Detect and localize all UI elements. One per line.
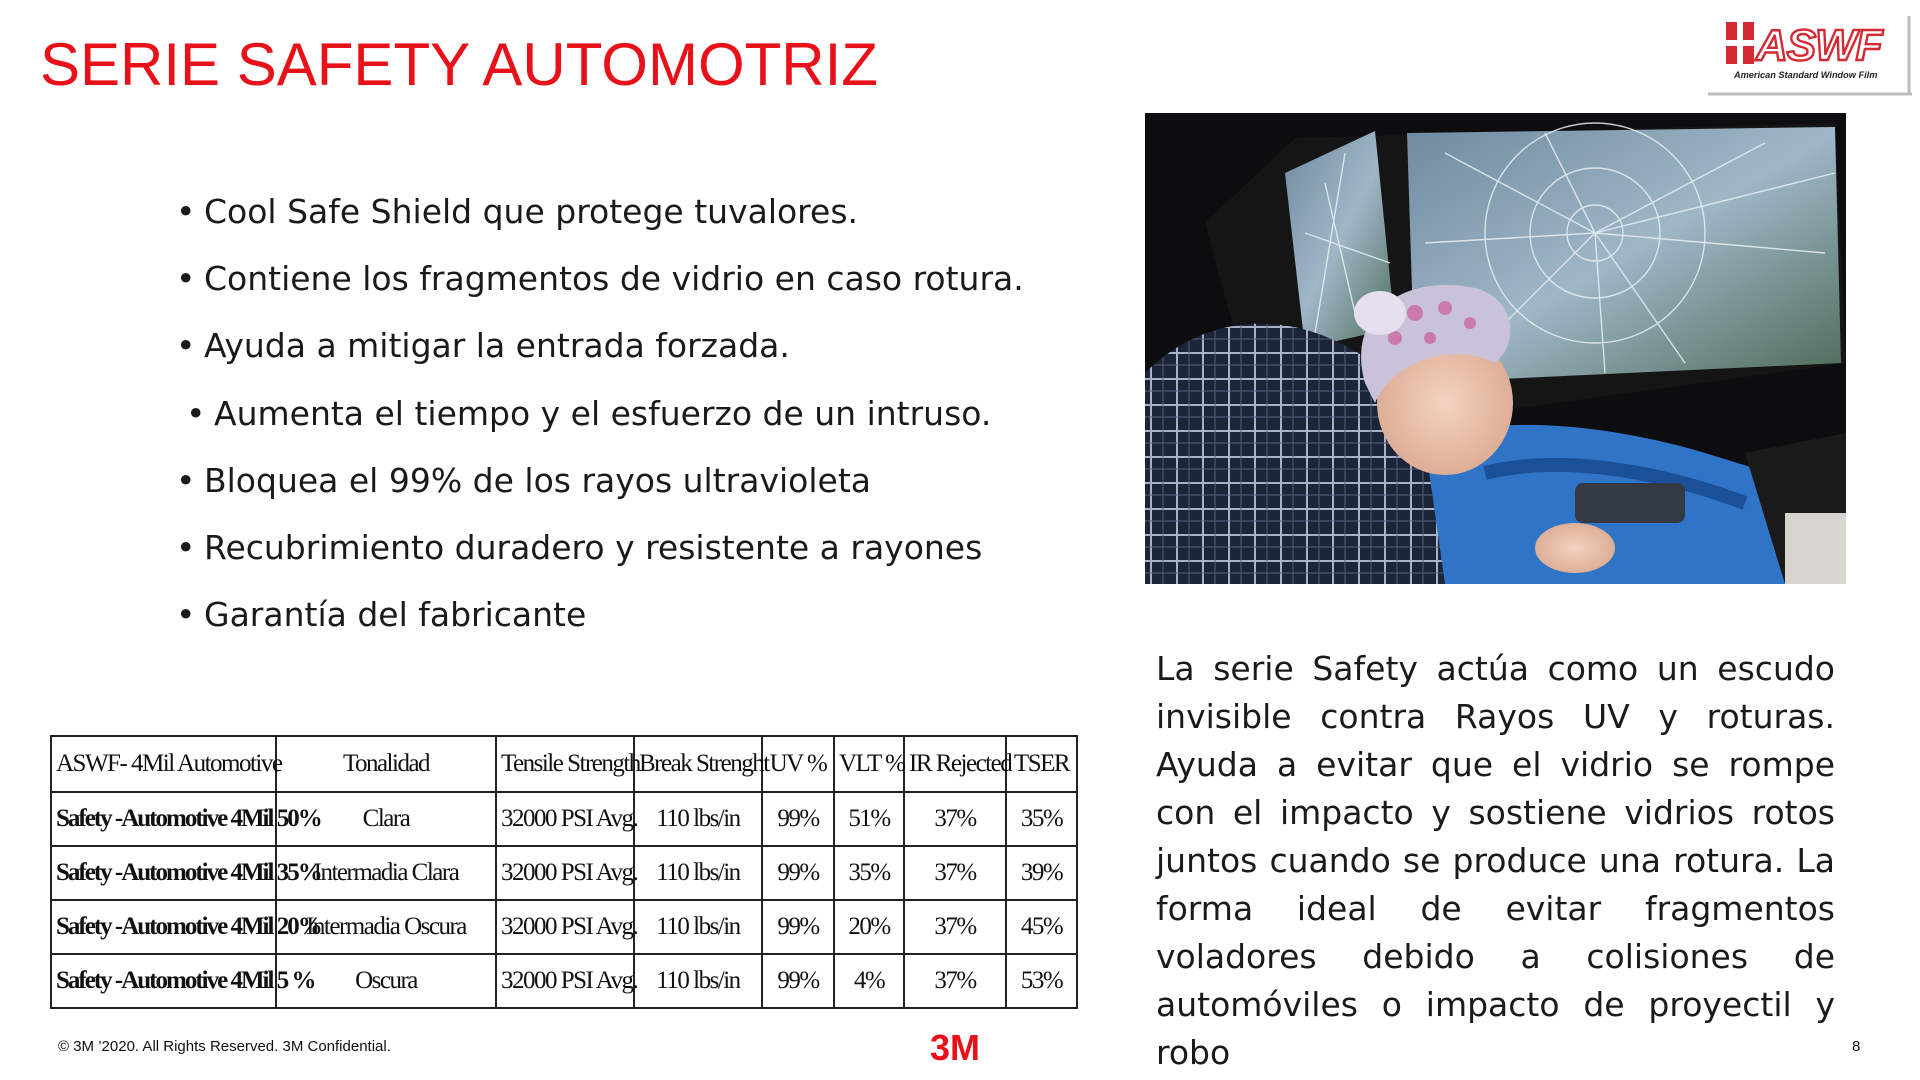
- table-header-cell: Tonalidad: [276, 736, 496, 792]
- table-cell: 35%: [834, 846, 904, 900]
- table-row: [51, 954, 1077, 1008]
- table-row: [51, 846, 1077, 900]
- table-cell: Safety -Automotive 4Mil 35%: [51, 846, 276, 900]
- bullet-item: • Recubrimiento duradero y resistente a rayones: [176, 527, 983, 567]
- table-cell: 39%: [1006, 846, 1077, 900]
- table-cell: 37%: [904, 900, 1006, 954]
- table-cell: 110 lbs/in: [634, 792, 762, 846]
- table-cell: 37%: [904, 846, 1006, 900]
- table-cell: 110 lbs/in: [634, 900, 762, 954]
- table-cell: 32000 PSI Avg.: [496, 792, 634, 846]
- spec-table: [50, 735, 1078, 1009]
- bullet-item: • Cool Safe Shield que protege tuvalores.: [176, 192, 859, 231]
- red-cross-shield-icon: [1726, 22, 1754, 64]
- bullet-item: • Bloquea el 99% de los rayos ultravioleta: [176, 460, 871, 500]
- table-cell: 45%: [1006, 900, 1077, 954]
- table-cell: Safety -Automotive 4Mil 50%: [51, 792, 276, 846]
- table-row: [51, 900, 1077, 954]
- table-cell: Oscura: [276, 954, 496, 1008]
- table-cell: 20%: [834, 900, 904, 954]
- table-header-cell: TSER: [1006, 736, 1077, 792]
- table-cell: Intermadia Oscura: [276, 900, 496, 954]
- table-header-cell: Break Strenght: [634, 736, 762, 792]
- aswf-logo: [1708, 16, 1912, 96]
- table-cell: 51%: [834, 792, 904, 846]
- table-cell: 35%: [1006, 792, 1077, 846]
- table-header-cell: IR Rejected: [904, 736, 1006, 792]
- 3m-logo: [930, 1027, 988, 1068]
- table-cell: 99%: [762, 900, 834, 954]
- table-cell: 110 lbs/in: [634, 846, 762, 900]
- table-cell: 110 lbs/in: [634, 954, 762, 1008]
- table-row: [51, 792, 1077, 846]
- table-cell: 4%: [834, 954, 904, 1008]
- table-cell: 37%: [904, 792, 1006, 846]
- logo-brand: ASWF: [1756, 21, 1882, 70]
- slide-title: SERIE SAFETY AUTOMOTRIZ: [40, 31, 878, 98]
- table-cell: 53%: [1006, 954, 1077, 1008]
- baby-car-seat-broken-window-photo: [1145, 113, 1846, 584]
- table-cell: Safety -Automotive 4Mil 5 %: [51, 954, 276, 1008]
- table-cell: Safety -Automotive 4Mil 20%: [51, 900, 276, 954]
- 3m-logo-text: 3M: [930, 1027, 981, 1068]
- table-cell: 37%: [904, 954, 1006, 1008]
- table-header-cell: UV %: [762, 736, 834, 792]
- table-cell: 99%: [762, 846, 834, 900]
- page-number: 8: [1852, 1038, 1861, 1055]
- table-cell: 99%: [762, 792, 834, 846]
- table-header-cell: Tensile Strength: [496, 736, 634, 792]
- table-cell: Clara: [276, 792, 496, 846]
- series-description: La serie Safety actúa como un escudo invisible contra Rayos UV y roturas. Ayuda a evitar que el vidrio se rompe con el impacto y sostiene vidrios rotos juntos cuando se produce una rotura. La forma ideal de evitar fragmentos voladores debido a colisiones de automóviles o impacto de proyectil y robo: [1156, 649, 1835, 1072]
- footer-copyright: © 3M ’2020. All Rights Reserved. 3M Confidential.: [58, 1038, 391, 1055]
- bullet-item: • Aumenta el tiempo y el esfuerzo de un intruso.: [186, 393, 992, 433]
- logo-tagline: American Standard Window Film: [1734, 70, 1878, 80]
- bullet-item: • Garantía del fabricante: [176, 595, 587, 635]
- bullet-item: • Contiene los fragmentos de vidrio en caso rotura.: [176, 259, 1024, 299]
- table-cell: 99%: [762, 954, 834, 1008]
- table-header-row: [51, 736, 1077, 792]
- bullet-item: • Ayuda a mitigar la entrada forzada.: [176, 326, 790, 366]
- table-cell: 32000 PSI Avg.: [496, 900, 634, 954]
- table-header-cell: VLT %: [834, 736, 904, 792]
- feature-bullets: [176, 186, 1024, 656]
- table-cell: Intermadia Clara: [276, 846, 496, 900]
- table-header-cell: ASWF- 4Mil Automotive: [51, 736, 276, 792]
- table-cell: 32000 PSI Avg.: [496, 846, 634, 900]
- table-cell: 32000 PSI Avg.: [496, 954, 634, 1008]
